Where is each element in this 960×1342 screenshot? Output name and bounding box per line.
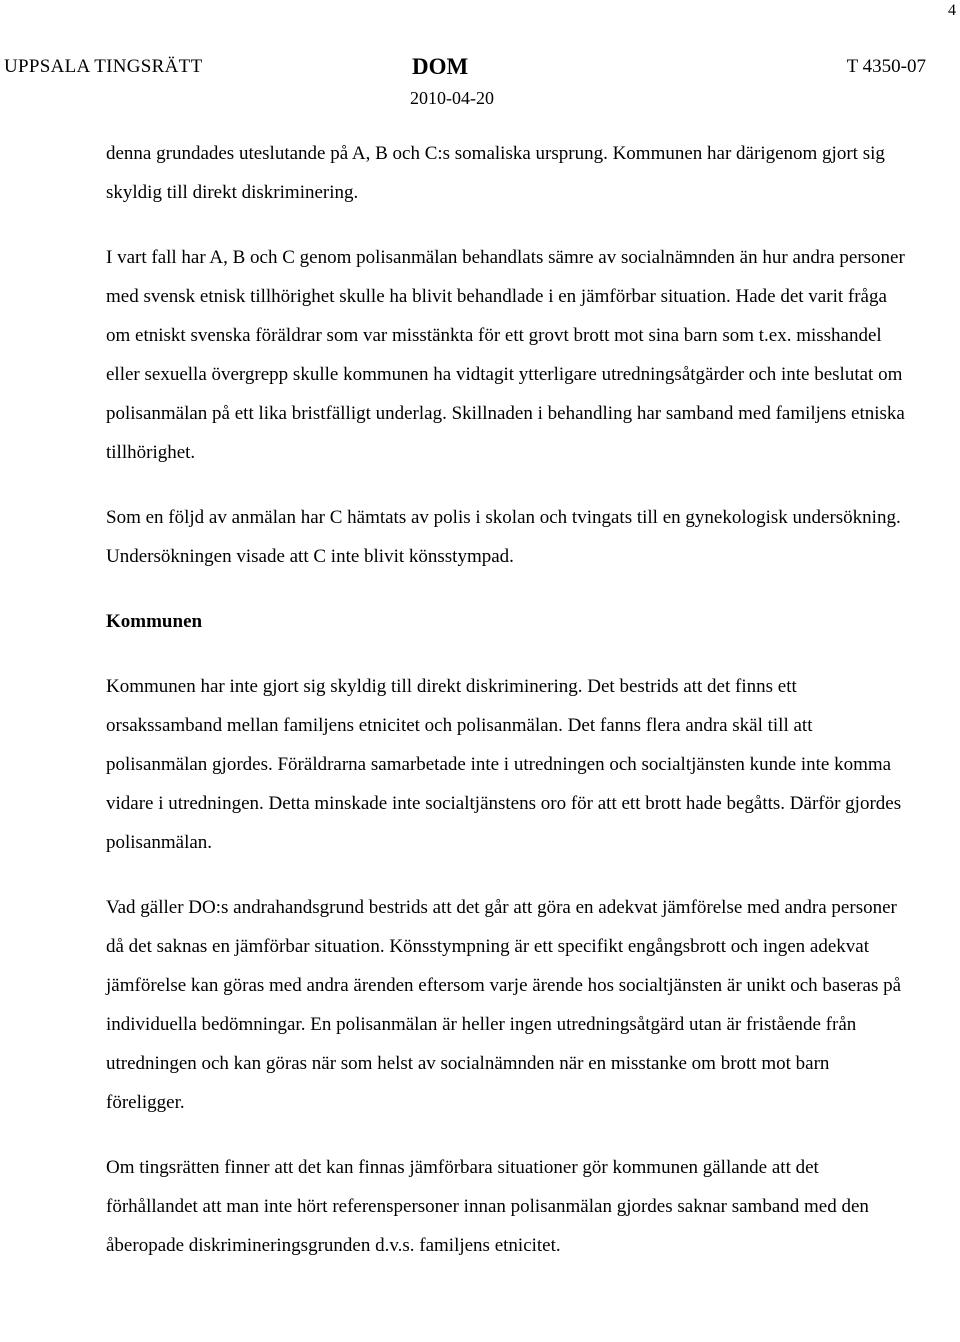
document-date: 2010-04-20	[410, 88, 494, 108]
paragraph-2: I vart fall har A, B och C genom polisanmälan behandlats sämre av socialnämnden än hur andra personer med svensk etnisk tillhörighet skulle ha blivit behandlade i en jämförbar situation. Hade det varit fråga om etniskt svenska föräldrar som var misstänkta för ett grovt brott mot sina barn som t.ex. misshandel eller sexuella övergrepp skulle kommunen ha vidtagit ytterligare utredningsåtgärder och inte beslutat om polisanmälan på ett lika bristfälligt underlag. Skillnaden i behandling har samband med familjens etniska tillhörighet.	[106, 247, 905, 463]
paragraph-3: Som en följd av anmälan har C hämtats av polis i skolan och tvingats till en gynekologisk undersökning. Undersökningen visade att C inte blivit könsstympad.	[106, 507, 901, 567]
document-body	[106, 134, 906, 1291]
paragraph-4: Kommunen har inte gjort sig skyldig till direkt diskriminering. Det bestrids att det finns ett orsakssamband mellan familjens etnicitet och polisanmälan. Det fanns flera andra skäl till att polisanmälan gjordes. Föräldrarna samarbetade inte i utredningen och socialtjänsten kunde inte komma vidare i utredningen. Detta minskade inte socialtjänstens oro för att ett brott hade begåtts. Därför gjordes polisanmälan.	[106, 676, 902, 853]
paragraph-1: denna grundades uteslutande på A, B och C:s somaliska ursprung. Kommunen har därigenom gjort sig skyldig till direkt diskriminering.	[106, 143, 885, 203]
document-type: DOM	[412, 54, 469, 79]
court-name: UPPSALA TINGSRÄTT	[4, 56, 203, 77]
page-number: 4	[948, 2, 956, 19]
case-number: T 4350-07	[846, 56, 926, 77]
paragraph-5: Vad gäller DO:s andrahandsgrund bestrids att det går att göra en adekvat jämförelse med andra personer då det saknas en jämförbar situation. Könsstympning är ett specifikt engångsbrott och ingen adekvat jämförelse kan göras med andra ärenden eftersom varje ärende hos socialtjänsten är unikt och baseras på individuella bedömningar. En polisanmälan är heller ingen utredningsåtgärd utan är fristående från utredningen och kan göras när som helst av socialnämnden när en misstanke om brott mot barn föreligger.	[106, 897, 902, 1113]
section-heading-kommunen: Kommunen	[106, 611, 203, 632]
paragraph-6: Om tingsrätten finner att det kan finnas jämförbara situationer gör kommunen gällande att det förhållandet att man inte hört referenspersoner innan polisanmälan gjordes saknar samband med den åberopade diskrimineringsgrunden d.v.s. familjens etnicitet.	[106, 1157, 869, 1256]
